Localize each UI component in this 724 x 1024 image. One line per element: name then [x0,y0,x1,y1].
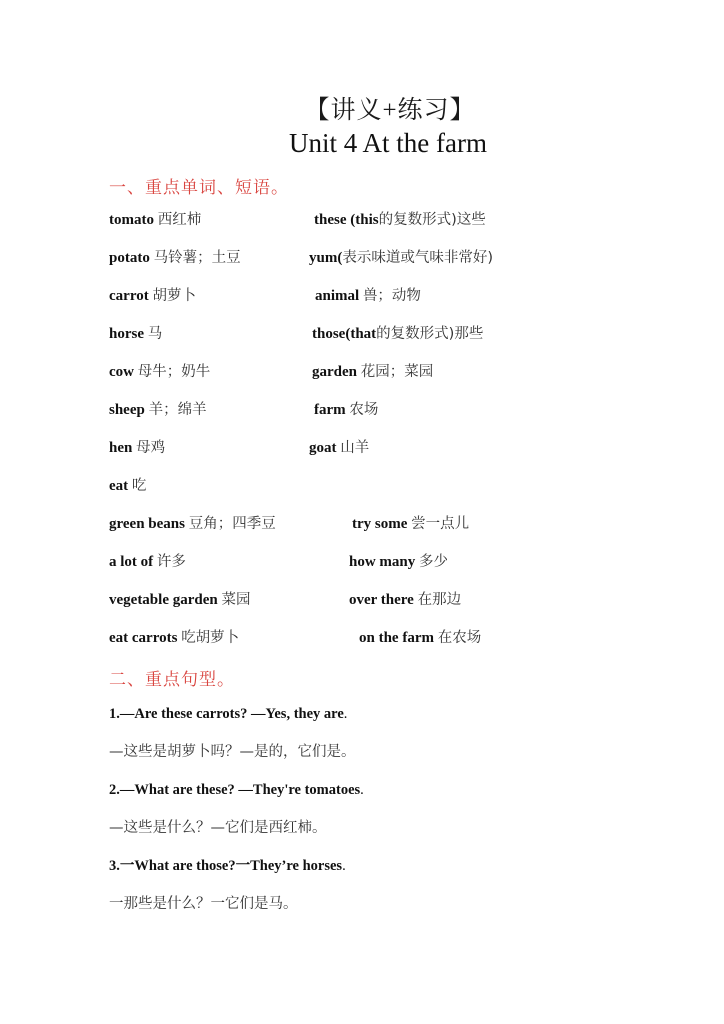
vocab-english: garden [312,364,357,380]
vocab-item [109,362,210,382]
vocab-chinese: 马 [147,326,163,342]
vocab-english: goat [309,440,337,456]
phrase-item [359,628,481,648]
phrase-english: over there [349,592,414,608]
vocab-english: animal [315,288,360,304]
phrase-english: a lot of [109,554,154,570]
phrase-item [349,552,448,572]
vocab-english: sheep [109,402,145,418]
sentence-english [109,856,346,876]
phrase-item [109,628,239,648]
sentence-period: . [343,706,348,722]
vocab-english: cow [109,364,134,380]
section-heading-sentences: 二、重点句型。 [109,670,235,689]
vocab-english: horse [109,326,144,342]
phrase-item [352,514,469,534]
vocab-chinese: 胡萝卜 [152,288,196,304]
sentence-chinese: —这些是什么？—它们是西红柿。 [109,820,327,836]
vocab-item [312,362,433,382]
phrase-chinese: 在那边 [417,592,462,608]
vocab-english: potato [109,250,150,266]
phrase-english: try some [352,516,408,532]
vocab-item [109,248,241,268]
vocab-chinese: 山羊 [340,440,370,456]
vocab-english: these (this [314,212,379,228]
vocab-chinese: 马铃薯；土豆 [153,250,241,266]
vocab-english: hen [109,440,133,456]
phrase-chinese: 菜园 [221,592,251,608]
phrase-item [109,552,186,572]
vocab-item [109,210,201,230]
sentence-text: 3.一What are those?一They’re horses [109,858,343,874]
section-heading-vocabulary: 一、重点单词、短语。 [109,178,289,197]
vocab-chinese: 的复数形式)这些 [378,212,486,228]
vocab-english: carrot [109,288,149,304]
vocab-item [109,324,162,344]
phrase-item [349,590,461,610]
phrase-english: on the farm [359,630,434,646]
phrase-chinese: 许多 [156,554,186,570]
vocab-chinese: 农场 [349,402,379,418]
phrase-english: vegetable garden [109,592,218,608]
phrase-chinese: 多少 [419,554,449,570]
vocab-item [309,438,369,458]
sentence-english [109,780,364,800]
vocab-chinese: 兽；动物 [362,288,421,304]
sentence-text: 1.—Are these carrots? —Yes, they are [109,706,344,722]
vocab-chinese: 的复数形式)那些 [376,326,484,342]
phrase-english: green beans [109,516,185,532]
vocab-item [312,324,483,344]
vocab-chinese: 羊；绵羊 [148,402,207,418]
vocab-item [109,286,196,306]
phrase-english: how many [349,554,416,570]
phrase-item [109,514,276,534]
vocab-english: yum( [309,250,343,266]
vocab-item [314,400,378,420]
sentence-period: . [360,782,364,798]
vocab-chinese: 西红柿 [157,212,202,228]
phrase-chinese: 吃胡萝卜 [181,630,240,646]
vocab-chinese: 花园；菜园 [360,364,434,380]
document-title-en: Unit 4 At the farm [289,128,487,158]
sentence-chinese: 一那些是什么？一它们是马。 [109,896,298,912]
vocab-chinese: 母牛；奶牛 [137,364,211,380]
vocab-item [109,438,165,458]
document-title-cn: 【讲义+练习】 [304,97,476,124]
sentence-chinese: —这些是胡萝卜吗？—是的，它们是。 [109,744,356,760]
vocab-chinese: 表示味道或气味非常好) [342,250,493,266]
vocab-english: those(that [312,326,377,342]
vocab-item [315,286,421,306]
sentence-period: . [342,858,346,874]
phrase-chinese: 豆角；四季豆 [188,516,276,532]
vocab-item [109,400,207,420]
phrase-chinese: 在农场 [437,630,482,646]
vocab-english: eat [109,478,129,494]
sentence-text: 2.—What are these? —They're tomatoes [109,782,361,798]
phrase-english: eat carrots [109,630,178,646]
vocab-item [314,210,486,230]
vocab-chinese: 母鸡 [136,440,166,456]
vocab-chinese: 吃 [131,478,147,494]
phrase-chinese: 尝一点儿 [411,516,470,532]
vocab-item [309,248,493,268]
vocab-english: farm [314,402,346,418]
sentence-english [109,704,347,724]
phrase-item [109,590,250,610]
vocab-english: tomato [109,212,154,228]
vocab-item [109,476,146,496]
